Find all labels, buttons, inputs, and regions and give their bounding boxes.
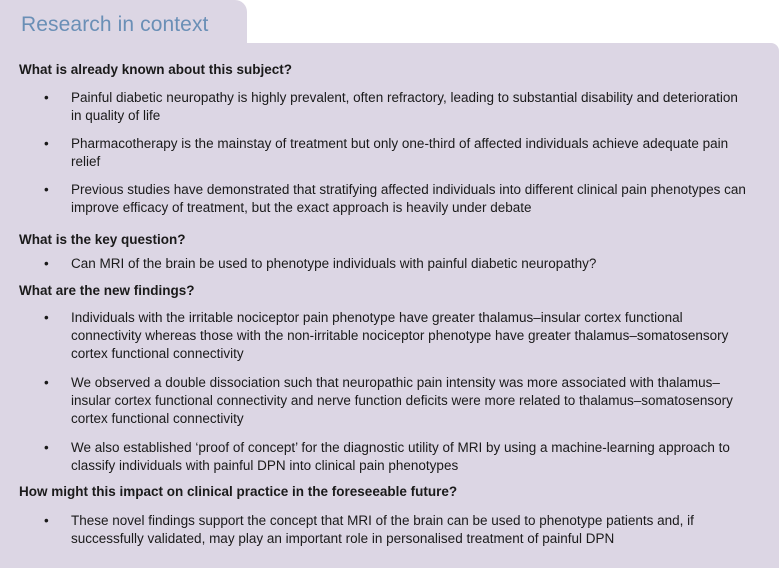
- section-heading: What is already known about this subject?: [19, 62, 293, 77]
- bullet-item: [71, 255, 761, 273]
- bullet-icon: •: [44, 182, 49, 197]
- bullet-icon: •: [44, 375, 49, 390]
- bullet-line: These novel findings support the concept that MRI of the brain can be used to phenotype patients and, if: [71, 513, 694, 528]
- bullet-line: in quality of life: [71, 108, 161, 123]
- bullet-line: insular cortex functional connectivity and nerve function deficits were more related to thalamus–somatosensory: [71, 393, 733, 408]
- bullet-item: [71, 374, 761, 428]
- bullet-item: [71, 135, 761, 171]
- research-in-context-tab: [0, 0, 247, 43]
- bullet-line: cortex functional connectivity: [71, 411, 244, 426]
- bullet-icon: •: [44, 513, 49, 528]
- section-heading: What are the new findings?: [19, 283, 195, 298]
- bullet-line: We also established ‘proof of concept’ for the diagnostic utility of MRI by using a machine-learning approach to: [71, 440, 730, 455]
- bullet-line: Individuals with the irritable nociceptor pain phenotype have greater thalamus–insular cortex functional: [71, 310, 683, 325]
- bullet-line: relief: [71, 154, 101, 169]
- bullet-line: connectivity whereas those with the non-irritable nociceptor phenotype have greater thalamus–somatosensory: [71, 328, 729, 343]
- bullet-item: [71, 512, 761, 548]
- bullet-icon: •: [44, 440, 49, 455]
- bullet-line: cortex functional connectivity: [71, 346, 244, 361]
- bullet-item: [71, 89, 761, 125]
- bullet-item: [71, 309, 761, 363]
- bullet-line: Pharmacotherapy is the mainstay of treatment but only one-third of affected individuals achieve adequate pain: [71, 136, 729, 151]
- bullet-icon: •: [44, 136, 49, 151]
- section-heading: How might this impact on clinical practice in the foreseeable future?: [19, 484, 458, 499]
- bullet-icon: •: [44, 310, 49, 325]
- bullet-icon: •: [44, 90, 49, 105]
- bullet-line: classify individuals with painful DPN into clinical pain phenotypes: [71, 458, 459, 473]
- bullet-line: improve efficacy of treatment, but the exact approach is heavily under debate: [71, 200, 532, 215]
- bullet-line: Can MRI of the brain be used to phenotype individuals with painful diabetic neuropathy?: [71, 256, 597, 271]
- box-title: Research in context: [21, 13, 209, 36]
- bullet-item: [71, 181, 761, 217]
- bullet-line: We observed a double dissociation such that neuropathic pain intensity was more associated with thalamus–: [71, 375, 720, 390]
- bullet-line: Previous studies have demonstrated that stratifying affected individuals into different clinical pain phenotypes can: [71, 182, 746, 197]
- bullet-line: Painful diabetic neuropathy is highly prevalent, often refractory, leading to substantial disability and deterioration: [71, 90, 738, 105]
- section-heading: What is the key question?: [19, 232, 186, 247]
- bullet-icon: •: [44, 256, 49, 271]
- bullet-item: [71, 439, 761, 475]
- bullet-line: successfully validated, may play an important role in personalised treatment of painful DPN: [71, 531, 615, 546]
